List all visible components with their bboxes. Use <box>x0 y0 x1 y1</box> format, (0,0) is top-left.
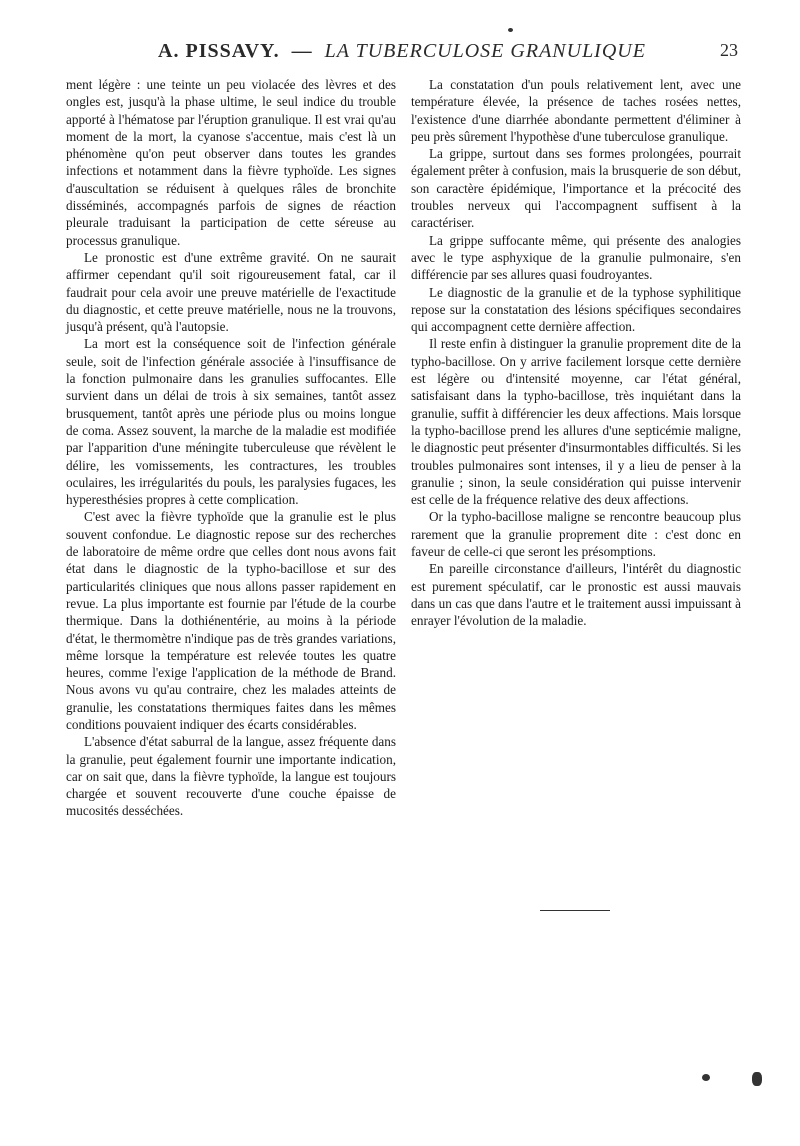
paragraph: Il reste enfin à distinguer la granulie proprement dite de la typho-bacillose. On y arrive facilement lorsque cette dernière est légère ou d'intensité moyenne, car l'état général, satisfaisant dans la typho-bacillose, très inquiétant dans la granulie, suffit à différencier les deux affections. Mais lorsque la typho-bacillose prend les allures d'une septicémie maligne, le diagnostic peut présenter d'insurmontables difficultés. Si les troubles pulmonaires sont intenses, il y a lieu de penser à la granulie ; sinon, la seule considération qui puisse intervenir est celle de la fréquence relative des deux affections. <box>411 336 741 508</box>
book-title: LA TUBERCULOSE GRANULIQUE <box>324 40 646 62</box>
page-number: 23 <box>720 40 738 60</box>
paragraph: En pareille circonstance d'ailleurs, l'intérêt du diagnostic est purement spéculatif, car le pronostic est aussi mauvais dans un cas que dans l'autre et le traitement aussi impuissant à enrayer l'évolution de la maladie. <box>411 561 741 629</box>
ink-speck <box>752 1072 762 1086</box>
right-column <box>411 76 741 630</box>
paragraph: La grippe suffocante même, qui présente des analogies avec le type asphyxique de la granulie pulmonaire, s'en différencie par ses allures quasi foudroyantes. <box>411 232 741 283</box>
running-header <box>66 40 738 74</box>
ink-speck <box>702 1074 710 1081</box>
paragraph: L'absence d'état saburral de la langue, assez fréquente dans la granulie, peut également fournir une importante indication, car on sait que, dans la fièvre typhoïde, la langue est toujours chargée et souvent recouverte d'une couche épaisse de mucosités desséchées. <box>66 734 396 819</box>
paragraph: Or la typho-bacillose maligne se rencontre beaucoup plus rarement que la granulie proprement dite : c'est donc en faveur de celle-ci que seront les présomptions. <box>411 509 741 560</box>
paragraph: La grippe, surtout dans ses formes prolongées, pourrait également prêter à confusion, mais la brusquerie de son début, son caractère épidémique, l'importance et la précocité des troubles nerveux qui l'accompagnent suffisent à la caractériser. <box>411 146 741 231</box>
running-title <box>66 40 738 63</box>
paragraph: Le pronostic est d'une extrême gravité. On ne saurait affirmer cependant qu'il soit rigoureusement fatal, car il faudrait pour cela avoir une preuve matérielle de l'exactitude du diagnostic, et cette preuve matérielle, nous ne la trouvons, jusqu'à présent, qu'à l'autopsie. <box>66 249 396 335</box>
paragraph: Le diagnostic de la granulie et de la typhose syphilitique repose sur la constatation des lésions spécifiques secondaires qui accompagnent cette dernière affection. <box>411 284 741 335</box>
ink-speck <box>508 28 513 32</box>
author-name: A. PISSAVY. <box>158 40 280 62</box>
title-dash: — <box>291 40 313 62</box>
paragraph: La constatation d'un pouls relativement lent, avec une température élevée, la présence de taches rosées nettes, l'existence d'une diarrhée abondante permettent d'éliminer à peu près sûrement l'hypothèse d'une tuberculose granulique. <box>411 77 741 144</box>
paragraph: C'est avec la fièvre typhoïde que la granulie est le plus souvent confondue. Le diagnostic repose sur des recherches de laboratoire de même ordre que celles dont nous avons fait état dans le diagnostic de la typho-bacillose et sur des particularités cliniques que nous allons passer rapidement en revue. La plus importante est fournie par l'étude de la courbe thermique. Dans la dothiénentérie, au moins à la période d'état, le thermomètre n'indique pas de très grandes variations, même lorsque la température est relevée toutes les quatre heures, comme l'exige l'application de la méthode de Brand. Nous avons vu qu'au contraire, chez les malades atteints de granulie, les constatations thermiques faites dans les mêmes conditions pouvaient indiquer des écarts considérables. <box>66 509 396 732</box>
paragraph: La mort est la conséquence soit de l'infection générale seule, soit de l'infection générale associée à l'insuffisance de la fonction pulmonaire dans les granulies suffocantes. Elle survient dans un délai de trois à six semaines, tantôt assez brusquement, tantôt après une période plus ou moins longue de coma. Assez souvent, la marche de la maladie est modifiée par l'apparition d'une méningite tuberculeuse que révèlent le délire, les vomissements, les contractures, les troubles oculaires, les irrégularités du pouls, les paralysies fugaces, les hyperesthésies propres à cette complication. <box>66 336 396 508</box>
left-column <box>66 76 396 820</box>
paragraph: ment légère : une teinte un peu violacée des lèvres et des ongles est, jusqu'à la phase ultime, le seul indice du trouble apporté à l'hématose par l'éruption granulique. Il est vrai qu'au moment de la mort, la cyanose s'accentue, mais c'est là un phénomène qu'on peut observer dans toutes les grandes infections et notamment dans la fièvre typhoïde. Les signes d'auscultation se réduisent à quelques râles de bronchite disséminés, accompagnés parfois de signes de réaction pleurale traduisant la participation de cette séreuse au processus granulique. <box>66 77 396 248</box>
end-rule <box>540 910 610 911</box>
